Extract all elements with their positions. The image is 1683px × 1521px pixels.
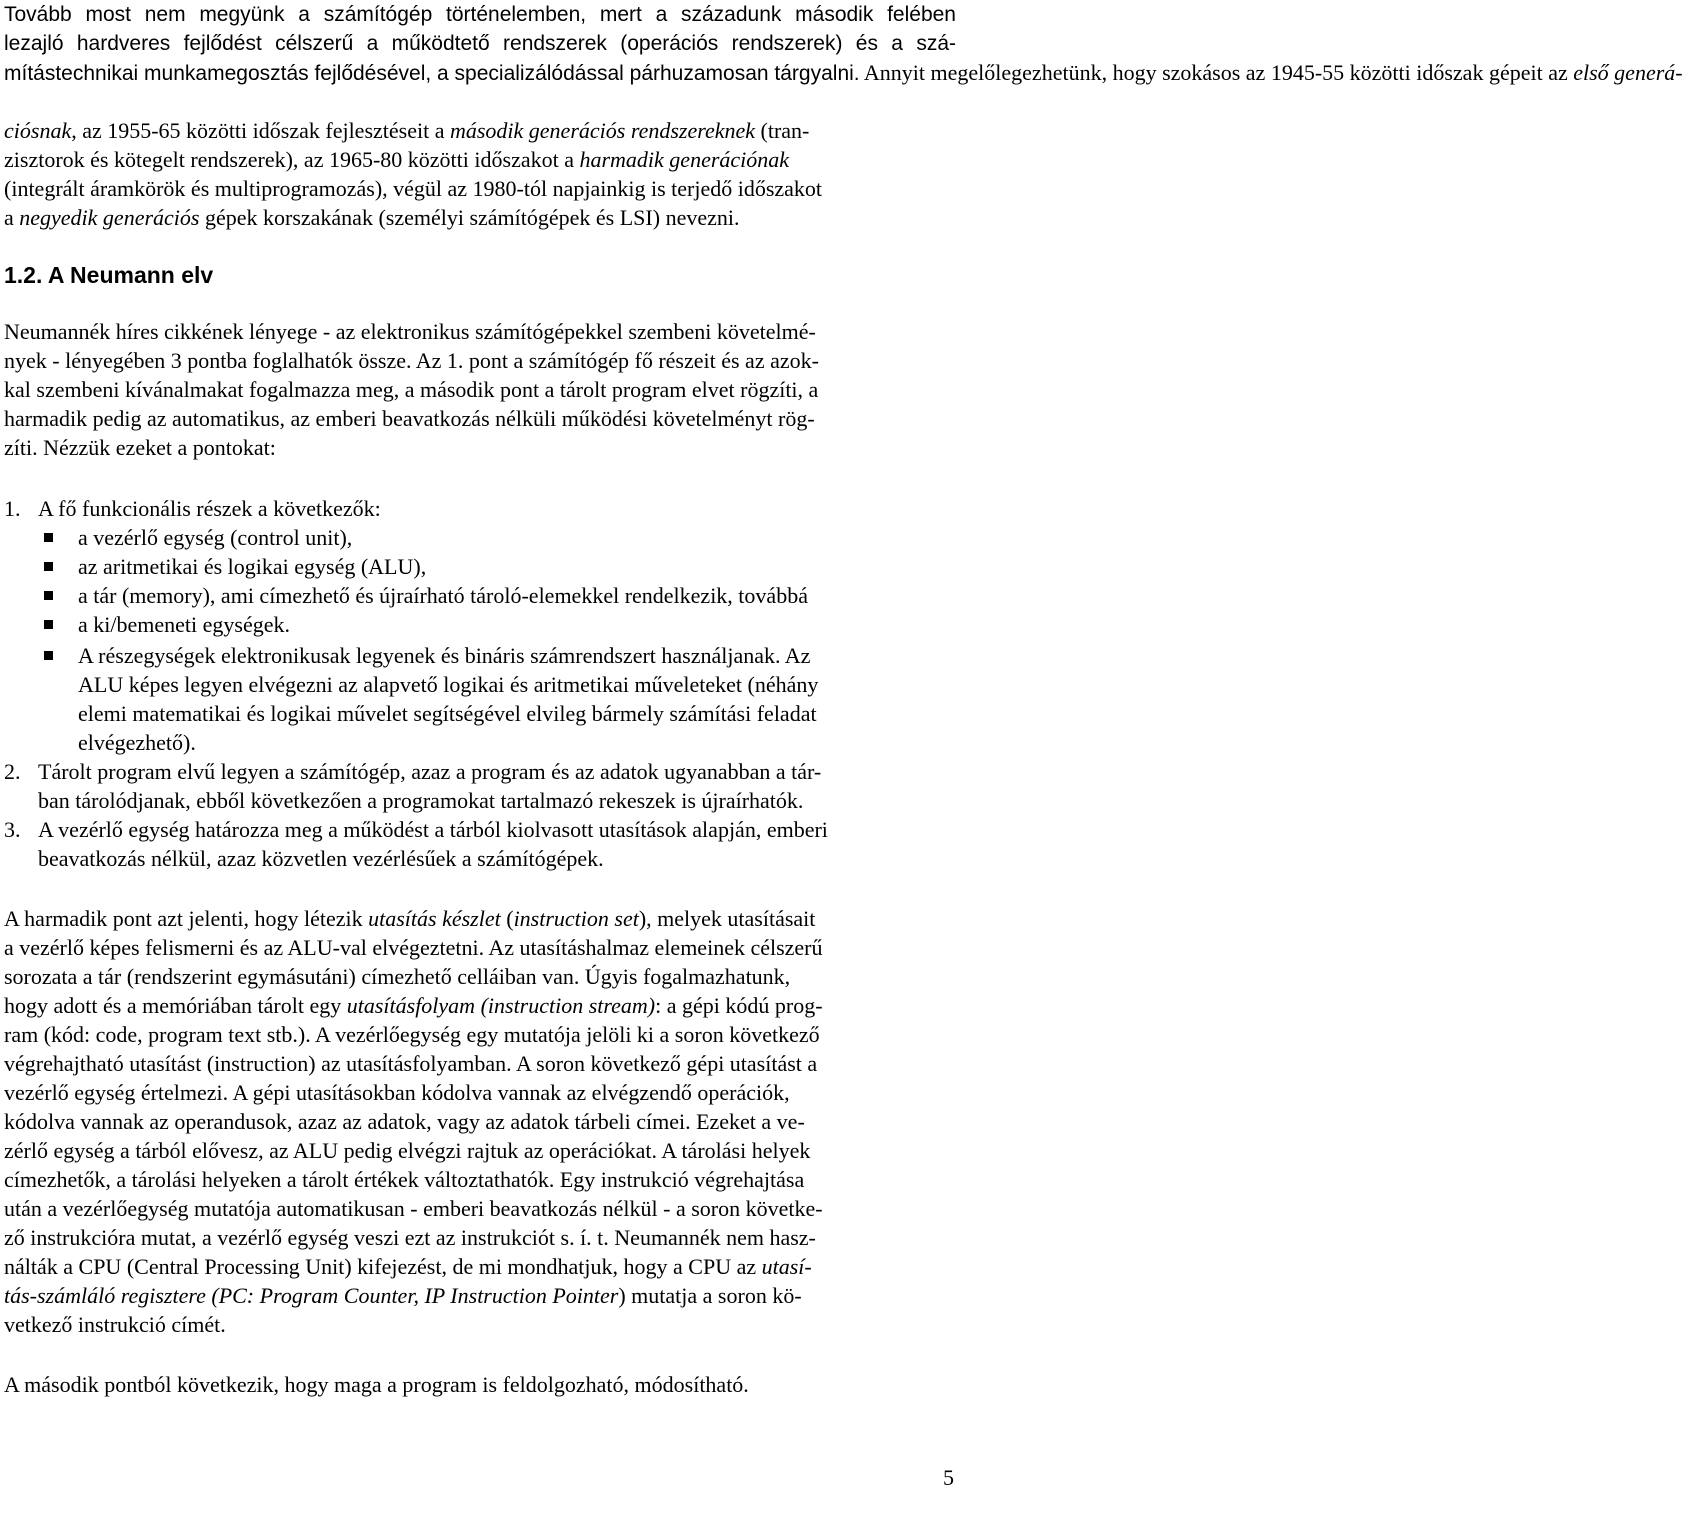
- emphasis-instruction-stream: utasításfolyam (instruction stream): [346, 993, 656, 1018]
- paragraph-3-line-4: [4, 991, 956, 1020]
- paragraph-3-line-5: ram (kód: code, program text stb.). A vezérlőegység egy mutatója jelöli ki a soron következő: [4, 1022, 820, 1047]
- bullet-square-icon: [44, 620, 53, 629]
- paragraph-2-line-3: kal szembeni kívánalmakat fogalmazza meg, a második pont a tárolt program elvet rögzíti, a: [4, 377, 819, 402]
- paragraph-3-paren-open: (: [506, 906, 514, 931]
- emphasis-pc-register: tás-számláló regisztere (PC: Program Counter, IP Instruction Pointer: [4, 1283, 619, 1308]
- paragraph-3-line-4a: hogy adott és a memóriában tárolt egy: [4, 993, 342, 1018]
- bullet-square-icon: [44, 651, 53, 660]
- emphasis-fourth-generation: negyedik generációs: [19, 205, 200, 230]
- paragraph-1-line-3b: Annyit megelőlegezhetünk, hogy szokásos az 1945-55 közötti időszak gépeit az: [863, 60, 1568, 85]
- list-item-3-line-2: beavatkozás nélkül, azaz közvetlen vezérlésűek a számítógépek.: [38, 846, 604, 871]
- list-number-1: 1.: [4, 496, 21, 521]
- paragraph-1-line-7a: a: [4, 205, 14, 230]
- paragraph-2-line-2: nyek - lényegében 3 pontba foglalhatók össze. Az 1. pont a számítógép fő részeit és az azok-: [4, 348, 819, 373]
- bullet-square-icon: [44, 591, 53, 600]
- bullet-item-alu: az aritmetikai és logikai egység (ALU),: [78, 554, 427, 579]
- paragraph-3-line-7: vezérlő egység értelmezi. A gépi utasításokban kódolva vannak az elvégzendő operációk,: [4, 1080, 790, 1105]
- list-number-3: 3.: [4, 817, 21, 842]
- paragraph-2-line-4: harmadik pedig az automatikus, az emberi beavatkozás nélküli működési követelményt rög-: [4, 406, 815, 431]
- bullet-item-electronic-line-1: A részegységek elektronikusak legyenek és bináris számrendszert használjanak. Az: [78, 643, 811, 668]
- paragraph-3-line-14: [4, 1281, 956, 1310]
- paragraph-3-line-3: sorozata a tár (rendszerint egymásutáni) címezhető celláiban van. Úgyis fogalmazhatunk,: [4, 964, 791, 989]
- paragraph-3-line-15: vetkező instrukció címét.: [4, 1312, 226, 1337]
- bullet-item-electronic-line-4: elvégezhető).: [78, 730, 196, 755]
- paragraph-3-line-9: zérlő egység a tárból elővesz, az ALU pedig elvégzi rajtuk az operációkat. A tárolási helyek: [4, 1138, 811, 1163]
- paragraph-3-line-14b: ) mutatja a soron kö-: [618, 1283, 802, 1308]
- paragraph-3-line-11: után a vezérlőegység mutatója automatikusan - emberi beavatkozás nélkül - a soron követke-: [4, 1196, 823, 1221]
- paragraph-3-line-2: a vezérlő képes felismerni és az ALU-val elvégeztetni. Az utasításhalmaz elemeinek célszerű: [4, 935, 823, 960]
- paragraph-3-line-13a: nálták a CPU (Central Processing Unit) kifejezést, de mi mondhatjuk, hogy a CPU az: [4, 1254, 757, 1279]
- bullet-item-electronic-line-3: elemi matematikai és logikai művelet segítségével elvileg bármely számítási feladat: [78, 701, 817, 726]
- paragraph-2-line-5: zíti. Nézzük ezeket a pontokat:: [4, 435, 276, 460]
- paragraph-1-line-4-end: (tran-: [760, 118, 810, 143]
- bullet-item-io: a ki/bemeneti egységek.: [78, 612, 290, 637]
- paragraph-4: A második pontból következik, hogy maga a program is feldolgozható, módosítható.: [4, 1372, 749, 1397]
- list-item-2-line-1: Tárolt program elvű legyen a számítógép, azaz a program és az adatok ugyanabban a tár-: [38, 759, 822, 784]
- paragraph-1-line-2: lezajló hardveres fejlődést célszerű a működtető rendszerek (operációs rendszerek) és a szá-: [4, 32, 956, 55]
- paragraph-3-line-1a: A harmadik pont azt jelenti, hogy létezik: [4, 906, 363, 931]
- paragraph-1-line-3-sans: mítástechnikai munkamegosztás fejlődésével, a specializálódással párhuzamosan tárgyalni.: [4, 62, 860, 85]
- emphasis-second-generation: második generációs rendszereknek: [449, 118, 756, 143]
- emphasis-third-generation: harmadik generációnak: [579, 147, 790, 172]
- list-item-2-line-2: ban tárolódjanak, ebből következően a programokat tartalmazó rekeszek is újraírhatók.: [38, 788, 804, 813]
- bullet-item-memory: a tár (memory), ami címezhető és újraírható tároló-elemekkel rendelkezik, továbbá: [78, 583, 808, 608]
- paragraph-3-line-4c: : a gépi kódú prog-: [655, 993, 823, 1018]
- paragraph-1-line-5: [4, 145, 956, 174]
- paragraph-1-line-7: [4, 203, 956, 232]
- emphasis-instruction-set: instruction set: [513, 906, 639, 931]
- emphasis-pc-register-start: utasí-: [761, 1254, 812, 1279]
- bullet-square-icon: [44, 562, 53, 571]
- paragraph-1-line-4-text: , az 1955-65 közötti időszak fejlesztéseit a: [71, 118, 445, 143]
- paragraph-1-line-6: (integrált áramkörök és multiprogramozás), végül az 1980-tól napjainkig is terjedő időszakot: [4, 176, 823, 201]
- emphasis-generation: ciósnak: [4, 118, 72, 143]
- paragraph-1-line-5-text: zisztorok és kötegelt rendszerek), az 1965-80 közötti időszakot a: [4, 147, 574, 172]
- page-number: 5: [943, 1465, 954, 1490]
- paragraph-3-line-12: ző instrukcióra mutat, a vezérlő egység veszi ezt az instrukciót s. í. t. Neumannék nem hasz-: [4, 1225, 816, 1250]
- bullet-item-electronic-line-2: ALU képes legyen elvégezni az alapvető logikai és aritmetikai műveleteket (néhány: [78, 672, 819, 697]
- bullet-square-icon: [44, 533, 53, 542]
- list-item-3-line-1: A vezérlő egység határozza meg a működést a tárból kiolvasott utasítások alapján, emberi: [38, 817, 828, 842]
- paragraph-3-line-8: kódolva vannak az operandusok, azaz az adatok, vagy az adatok tárbeli címei. Ezeket a ve-: [4, 1109, 805, 1134]
- paragraph-1-line-1: Tovább most nem megyünk a számítógép történelemben, mert a századunk második felében: [4, 3, 956, 26]
- emphasis-instruction-set-hu: utasítás készlet: [368, 906, 501, 931]
- paragraph-3-line-10: címezhetők, a tárolási helyeken a tárolt értékek változtathatók. Egy instrukció végrehajtása: [4, 1167, 805, 1192]
- section-heading: 1.2. A Neumann elv: [4, 262, 214, 288]
- emphasis-first-generation: első generá-: [1573, 60, 1683, 85]
- paragraph-1-line-4: [4, 116, 956, 145]
- paragraph-3-line-6: végrehajtható utasítást (instruction) az utasításfolyamban. A soron következő gépi utasítást a: [4, 1051, 818, 1076]
- paragraph-1-line-7c: gépek korszakának (személyi számítógépek és LSI) nevezni.: [204, 205, 740, 230]
- list-item-1-text: A fő funkcionális részek a következők:: [38, 496, 381, 521]
- paragraph-3-line-1: [4, 904, 956, 933]
- list-number-2: 2.: [4, 759, 21, 784]
- bullet-item-control-unit: a vezérlő egység (control unit),: [78, 525, 353, 550]
- paragraph-3-line-1e: ), melyek utasításait: [638, 906, 816, 931]
- paragraph-1-line-3: [4, 58, 1683, 87]
- paragraph-3-line-13: [4, 1252, 956, 1281]
- paragraph-2-line-1: Neumannék híres cikkének lényege - az elektronikus számítógépekkel szembeni követelmé-: [4, 319, 816, 344]
